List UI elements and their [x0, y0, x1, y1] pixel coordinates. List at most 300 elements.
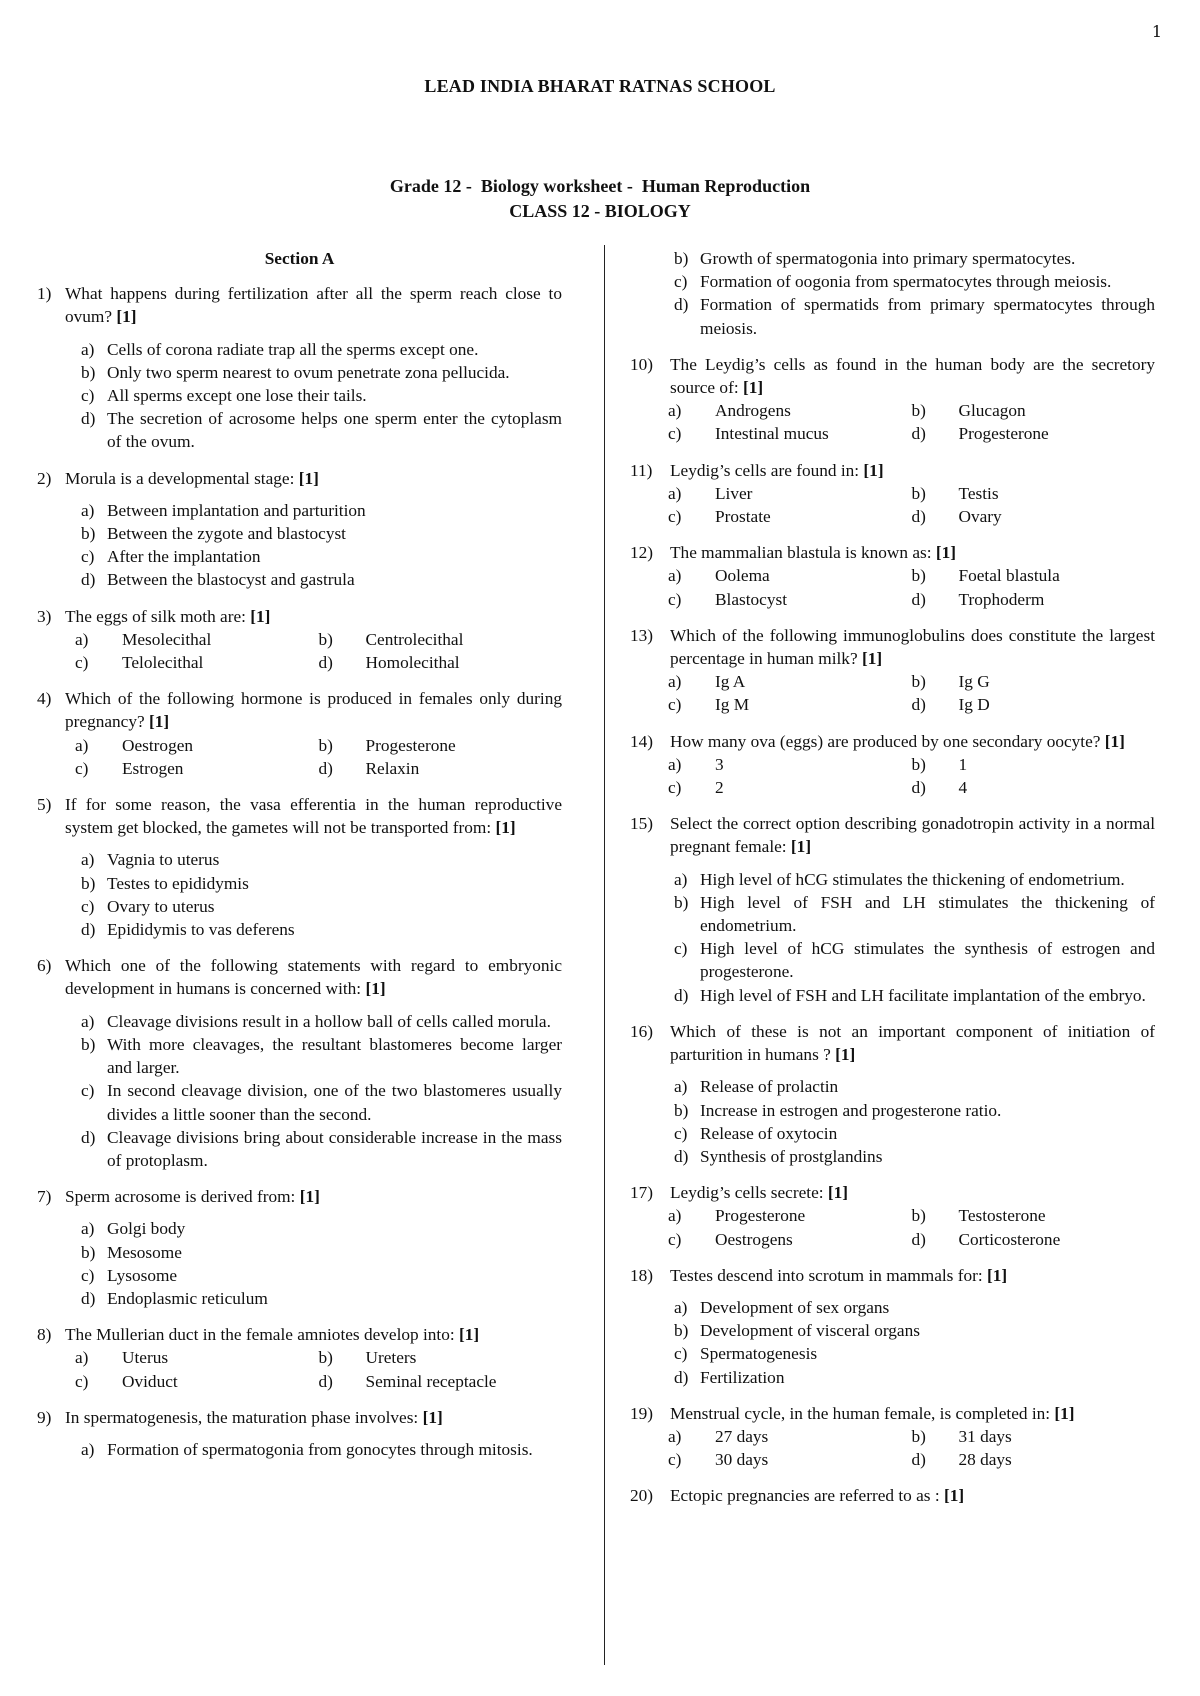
- option-text: Centrolecithal: [365, 629, 464, 649]
- option-text: Oestrogens: [715, 1229, 793, 1249]
- marks-label: [1]: [422, 1407, 443, 1427]
- options-list: [630, 1075, 1155, 1168]
- option-text: 27 days: [715, 1426, 769, 1446]
- option: [37, 1264, 562, 1287]
- option-letter: c): [668, 1229, 682, 1249]
- option-text: Ig M: [715, 695, 750, 715]
- option-text: Vagnia to uterus: [107, 850, 220, 870]
- options-grid: [37, 1346, 562, 1392]
- question-text: [670, 541, 1155, 564]
- question: [630, 812, 1155, 1007]
- option-text: 30 days: [715, 1450, 769, 1470]
- option-text: Estrogen: [122, 758, 184, 778]
- question-text-body: Select the correct option describing gonadotropin activity in a normal pregnant female:: [670, 814, 1155, 857]
- option-letter: a): [668, 566, 682, 586]
- question-text: [65, 1323, 562, 1346]
- option-text: Blastocyst: [715, 589, 788, 609]
- question-number: 2): [37, 468, 52, 488]
- option-letter: a): [668, 672, 682, 692]
- option: [37, 1079, 562, 1125]
- option-text: Epididymis to vas deferens: [107, 920, 295, 940]
- option: [630, 1366, 1155, 1389]
- option-text: Spermatogenesis: [700, 1344, 818, 1364]
- option-letter: d): [81, 1288, 96, 1308]
- option-letter: d): [911, 507, 926, 527]
- question-text: [670, 1181, 1155, 1204]
- option-letter: d): [318, 653, 333, 673]
- question-number: 16): [630, 1021, 654, 1041]
- option: [912, 1448, 1156, 1471]
- marks-label: [1]: [495, 818, 516, 838]
- marks-label: [1]: [943, 1486, 965, 1506]
- question-number: 15): [630, 814, 654, 834]
- option: [630, 891, 1155, 937]
- option-letter: b): [318, 629, 333, 649]
- option-text: High level of hCG stimulates the synthesis of estrogen and progesterone.: [700, 939, 1155, 982]
- option: [319, 757, 563, 780]
- options-list: [630, 1296, 1155, 1389]
- option: [630, 937, 1155, 983]
- marks-label: [1]: [935, 543, 957, 563]
- option-letter: d): [81, 409, 96, 429]
- question-stem: [37, 605, 562, 628]
- option-letter: d): [911, 589, 926, 609]
- option-letter: a): [81, 1011, 95, 1031]
- option: [912, 482, 1156, 505]
- question-text-body: Leydig’s cells are found in:: [670, 460, 860, 480]
- question-number: 4): [37, 689, 52, 709]
- option: [630, 1099, 1155, 1122]
- question: [37, 687, 562, 780]
- option-letter: c): [668, 589, 682, 609]
- option-letter: c): [81, 386, 95, 406]
- option: [630, 1075, 1155, 1098]
- option: [912, 753, 1156, 776]
- option: [630, 1319, 1155, 1342]
- question: [37, 1323, 562, 1393]
- option-letter: a): [81, 500, 95, 520]
- section-heading: Section A: [264, 249, 335, 268]
- marks-label: [1]: [299, 1187, 320, 1207]
- option: [37, 918, 562, 941]
- option-text: Relaxin: [365, 758, 420, 778]
- option-letter: b): [674, 249, 689, 268]
- question-text: [65, 687, 562, 733]
- option: [630, 270, 1155, 293]
- question-text: [670, 1264, 1155, 1287]
- question: [37, 793, 562, 941]
- option-text: Cleavage divisions bring about considerable increase in the mass of protoplasm.: [107, 1127, 562, 1170]
- options-list: [37, 338, 562, 454]
- question-text: [65, 1406, 562, 1429]
- right-column: [630, 247, 1155, 1521]
- option: [37, 848, 562, 871]
- option-letter: b): [318, 1348, 333, 1368]
- option-letter: d): [81, 570, 96, 590]
- option-text: 3: [715, 754, 724, 774]
- option: [668, 482, 912, 505]
- option: [630, 247, 1155, 270]
- question-stem: [630, 1264, 1155, 1287]
- option-letter: b): [674, 892, 689, 912]
- question: [630, 541, 1155, 611]
- option: [37, 338, 562, 361]
- option-letter: c): [75, 1371, 89, 1391]
- options-list: [630, 247, 1155, 340]
- question-stem: [37, 793, 562, 839]
- option: [912, 505, 1156, 528]
- option-text: Growth of spermatogonia into primary spermatocytes.: [700, 249, 1076, 268]
- question-text-body: Which of the following immunoglobulins does constitute the largest percentage in human milk?: [670, 625, 1155, 669]
- option: [37, 872, 562, 895]
- option-text: Seminal receptacle: [365, 1371, 497, 1391]
- question: [37, 467, 562, 592]
- question: [630, 459, 1155, 529]
- option-letter: c): [668, 778, 682, 798]
- option-letter: c): [81, 1081, 95, 1101]
- options-grid: [630, 399, 1155, 445]
- options-grid: [630, 1425, 1155, 1471]
- question: [630, 1484, 1155, 1507]
- option-text: The secretion of acrosome helps one sperm enter the cytoplasm of the ovum.: [107, 409, 562, 452]
- option-letter: c): [674, 272, 688, 292]
- question-text-body: Morula is a developmental stage:: [65, 468, 295, 488]
- option-letter: a): [75, 629, 89, 649]
- options-list: [37, 499, 562, 592]
- options-grid: [630, 482, 1155, 528]
- options-list: [37, 1217, 562, 1310]
- question-number: 3): [37, 606, 52, 626]
- question-text-body: In spermatogenesis, the maturation phase involves:: [65, 1407, 419, 1427]
- options-grid: [37, 628, 562, 674]
- option-letter: d): [318, 758, 333, 778]
- option-letter: d): [911, 424, 926, 444]
- option-text: Release of prolactin: [700, 1077, 839, 1097]
- option-text: Homolecithal: [365, 653, 460, 673]
- option: [912, 693, 1156, 716]
- option-text: Liver: [715, 483, 753, 503]
- question-stem: [630, 730, 1155, 753]
- option-text: 4: [958, 778, 968, 798]
- option: [912, 1228, 1156, 1251]
- option-letter: c): [81, 547, 95, 567]
- option-text: After the implantation: [107, 547, 261, 567]
- option-text: Ovary to uterus: [107, 896, 215, 916]
- question-text: [670, 1402, 1155, 1425]
- question-text: [670, 624, 1155, 670]
- option-letter: b): [911, 1426, 926, 1446]
- option-letter: b): [911, 1206, 926, 1226]
- question: [37, 1406, 562, 1461]
- option: [75, 1346, 319, 1369]
- option-letter: a): [81, 850, 95, 870]
- option-text: Formation of spermatids from primary spermatocytes through meiosis.: [700, 295, 1155, 338]
- option-text: Telolecithal: [122, 653, 204, 673]
- question: [630, 730, 1155, 800]
- option-letter: a): [81, 1219, 95, 1239]
- option-letter: b): [81, 1034, 96, 1054]
- marks-label: [1]: [835, 1045, 856, 1065]
- option: [668, 1448, 912, 1471]
- question-text: [670, 730, 1155, 753]
- option-letter: c): [75, 653, 89, 673]
- option-letter: c): [674, 1123, 688, 1143]
- question-text-body: The Mullerian duct in the female amniotes develop into:: [65, 1325, 455, 1345]
- question: [630, 1264, 1155, 1389]
- question-number: 20): [630, 1486, 654, 1506]
- option: [630, 984, 1155, 1007]
- question-stem: [37, 687, 562, 733]
- question-text: [65, 954, 562, 1000]
- option-letter: b): [81, 873, 96, 893]
- option-text: Oestrogen: [122, 735, 194, 755]
- option-text: Cleavage divisions result in a hollow ball of cells called morula.: [107, 1011, 551, 1031]
- option-letter: b): [81, 524, 96, 544]
- option: [668, 670, 912, 693]
- option: [37, 1438, 562, 1461]
- option-letter: c): [668, 424, 682, 444]
- option-letter: b): [81, 362, 96, 382]
- option-letter: d): [81, 920, 96, 940]
- question-text-body: Ectopic pregnancies are referred to as :: [670, 1486, 940, 1506]
- option-letter: d): [81, 1127, 96, 1147]
- question: [630, 1181, 1155, 1251]
- option-text: Increase in estrogen and progesterone ratio.: [700, 1100, 1002, 1120]
- option: [75, 734, 319, 757]
- option-text: Development of visceral organs: [700, 1321, 920, 1341]
- option: [75, 628, 319, 651]
- option: [75, 757, 319, 780]
- option: [912, 399, 1156, 422]
- option: [37, 499, 562, 522]
- options-list: [37, 848, 562, 941]
- option-text: All sperms except one lose their tails.: [107, 386, 367, 406]
- option-letter: c): [674, 939, 688, 959]
- option-text: Progesterone: [715, 1206, 806, 1226]
- option: [668, 1228, 912, 1251]
- option-letter: c): [81, 1265, 95, 1285]
- question-stem: [37, 282, 562, 328]
- question: [630, 353, 1155, 446]
- option-text: Mesosome: [107, 1242, 182, 1262]
- question-stem: [37, 1323, 562, 1346]
- marks-label: [1]: [863, 460, 884, 480]
- option-text: Oviduct: [122, 1371, 178, 1391]
- options-grid: [630, 1204, 1155, 1250]
- question-number: 10): [630, 354, 654, 374]
- option-letter: a): [75, 735, 89, 755]
- left-column: [37, 247, 562, 1474]
- question-number: 12): [630, 543, 654, 563]
- option-text: 1: [958, 754, 968, 774]
- option-text: Between the blastocyst and gastrula: [107, 570, 355, 590]
- question-text: [65, 793, 562, 839]
- option-text: Formation of oogonia from spermatocytes through meiosis.: [700, 272, 1112, 292]
- question-text-body: How many ova (eggs) are produced by one secondary oocyte?: [670, 731, 1101, 751]
- option-letter: b): [911, 483, 926, 503]
- option-letter: a): [81, 1439, 95, 1459]
- option: [630, 293, 1155, 339]
- question: [37, 1185, 562, 1310]
- option: [319, 734, 563, 757]
- option-text: Between the zygote and blastocyst: [107, 524, 346, 544]
- option: [912, 588, 1156, 611]
- option: [668, 399, 912, 422]
- question: [37, 282, 562, 453]
- question: [37, 954, 562, 1172]
- option-text: Only two sperm nearest to ovum penetrate zona pellucida.: [107, 362, 510, 382]
- option-letter: a): [668, 754, 682, 774]
- option-letter: c): [75, 758, 89, 778]
- option: [668, 1425, 912, 1448]
- option-letter: b): [911, 401, 926, 421]
- question-number: 14): [630, 731, 654, 751]
- option: [37, 1033, 562, 1079]
- option-text: Release of oxytocin: [700, 1123, 838, 1143]
- option: [319, 1370, 563, 1393]
- option: [912, 564, 1156, 587]
- option-text: Lysosome: [107, 1265, 178, 1285]
- option: [37, 407, 562, 453]
- option: [37, 568, 562, 591]
- marks-label: [1]: [742, 378, 764, 398]
- page-number: 1: [1151, 22, 1162, 41]
- option-letter: d): [674, 295, 689, 315]
- option: [37, 384, 562, 407]
- option: [37, 1217, 562, 1240]
- question-number: 1): [37, 284, 52, 304]
- option: [668, 588, 912, 611]
- question-stem: [630, 541, 1155, 564]
- question: [630, 247, 1155, 340]
- option-letter: b): [674, 1100, 689, 1120]
- option-letter: d): [911, 695, 926, 715]
- option-text: High level of FSH and LH stimulates the thickening of endometrium.: [700, 892, 1155, 936]
- option-text: Ig D: [958, 695, 990, 715]
- question-stem: [630, 1181, 1155, 1204]
- question-text-body: The Leydig’s cells as found in the human body are the secretory source of:: [670, 354, 1155, 398]
- question: [630, 1020, 1155, 1168]
- question-number: 7): [37, 1187, 52, 1207]
- question-text-body: Menstrual cycle, in the human female, is completed in:: [670, 1403, 1051, 1423]
- option-text: Intestinal mucus: [715, 424, 829, 444]
- option-letter: b): [911, 672, 926, 692]
- option: [668, 505, 912, 528]
- question-text: [65, 1185, 562, 1208]
- option-text: Testis: [958, 483, 999, 503]
- option-letter: a): [674, 869, 688, 889]
- option-text: Androgens: [715, 401, 791, 421]
- option-text: Cells of corona radiate trap all the sperms except one.: [107, 339, 479, 359]
- option-letter: a): [668, 483, 682, 503]
- option-letter: c): [668, 695, 682, 715]
- question-number: 9): [37, 1407, 52, 1427]
- option-letter: b): [674, 1321, 689, 1341]
- question-text-body: The eggs of silk moth are:: [65, 606, 246, 626]
- question-number: 13): [630, 625, 654, 645]
- question-text: [670, 353, 1155, 399]
- question-text: [670, 1484, 1155, 1507]
- question-stem: [37, 1406, 562, 1429]
- marks-label: [1]: [250, 606, 271, 626]
- question: [630, 1402, 1155, 1472]
- option-letter: d): [911, 1229, 926, 1249]
- question-stem: [630, 1020, 1155, 1066]
- option-letter: a): [75, 1348, 89, 1368]
- question-number: 17): [630, 1183, 654, 1203]
- option-text: With more cleavages, the resultant blastomeres become larger and larger.: [107, 1034, 562, 1078]
- option-text: Corticosterone: [958, 1229, 1061, 1249]
- option: [37, 545, 562, 568]
- options-list: [630, 868, 1155, 1007]
- option: [37, 1010, 562, 1033]
- option-letter: a): [81, 339, 95, 359]
- option-letter: b): [318, 735, 333, 755]
- option-letter: d): [911, 778, 926, 798]
- option: [37, 895, 562, 918]
- option-text: 31 days: [958, 1426, 1012, 1446]
- option: [668, 422, 912, 445]
- question-stem: [630, 459, 1155, 482]
- question: [630, 624, 1155, 717]
- question-text-body: Which of the following hormone is produced in females only during pregnancy?: [65, 689, 562, 732]
- question-stem: [37, 954, 562, 1000]
- option-letter: a): [668, 401, 682, 421]
- option: [630, 1122, 1155, 1145]
- option: [912, 670, 1156, 693]
- marks-label: [1]: [459, 1325, 480, 1345]
- option-letter: a): [668, 1426, 682, 1446]
- options-list: [37, 1438, 562, 1461]
- option-letter: c): [81, 896, 95, 916]
- question-number: 8): [37, 1325, 52, 1345]
- option-text: Golgi body: [107, 1219, 186, 1239]
- question-text: [65, 605, 562, 628]
- question-stem: [630, 1484, 1155, 1507]
- option-text: Between implantation and parturition: [107, 500, 366, 520]
- option: [668, 753, 912, 776]
- question-number: 5): [37, 795, 52, 815]
- question-text: [670, 812, 1155, 858]
- option-text: High level of FSH and LH facilitate implantation of the embryo.: [700, 985, 1146, 1005]
- question-text-body: What happens during fertilization after all the sperm reach close to ovum?: [65, 284, 562, 327]
- option-text: Testes to epididymis: [107, 873, 249, 893]
- question-stem: [630, 812, 1155, 858]
- option-letter: a): [674, 1077, 688, 1097]
- option: [912, 1425, 1156, 1448]
- option-letter: a): [668, 1206, 682, 1226]
- option: [668, 776, 912, 799]
- option-letter: c): [668, 1450, 682, 1470]
- option-letter: d): [674, 985, 689, 1005]
- option: [912, 776, 1156, 799]
- column-divider: [604, 245, 605, 1665]
- option-text: 28 days: [958, 1450, 1012, 1470]
- question-text-body: Leydig’s cells secrete:: [670, 1183, 824, 1203]
- question-stem: [37, 1185, 562, 1208]
- question-text: [670, 1020, 1155, 1066]
- option-text: Glucagon: [958, 401, 1026, 421]
- option-letter: d): [674, 1146, 689, 1166]
- question-text-body: The mammalian blastula is known as:: [670, 543, 932, 563]
- marks-label: [1]: [861, 649, 883, 669]
- option: [37, 1241, 562, 1264]
- question-number: 18): [630, 1265, 654, 1285]
- question-number: 11): [630, 460, 653, 480]
- option: [75, 1370, 319, 1393]
- option-text: Trophoderm: [958, 589, 1045, 609]
- marks-label: [1]: [827, 1183, 849, 1203]
